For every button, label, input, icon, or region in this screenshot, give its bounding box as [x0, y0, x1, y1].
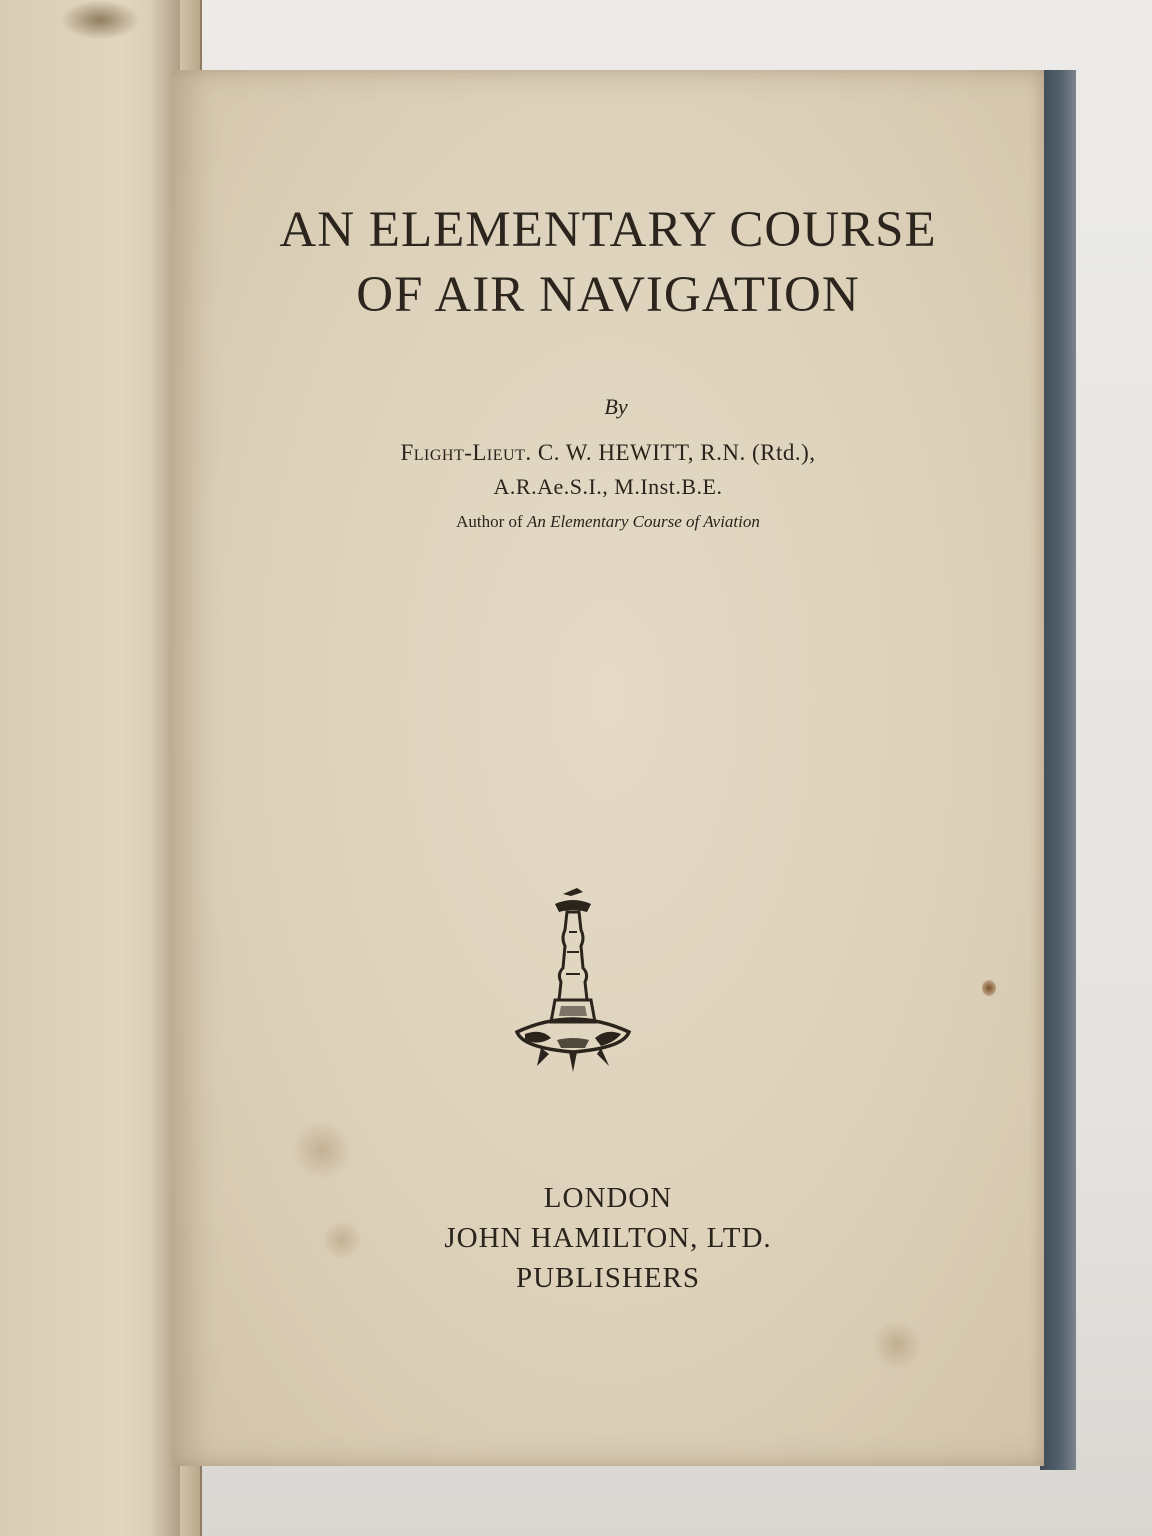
also-by-prefix: Author of — [456, 512, 523, 531]
foxing-spot — [292, 1120, 352, 1180]
also-by-title: An Elementary Course of Aviation — [526, 512, 760, 531]
title-page — [172, 70, 1044, 1466]
also-by-line — [172, 512, 1044, 532]
spine-wear — [60, 0, 140, 40]
book-title — [172, 198, 1044, 328]
foxing-spot — [872, 1320, 922, 1370]
imprint — [172, 1178, 1044, 1298]
author-line — [172, 440, 1044, 466]
imprint-role: PUBLISHERS — [515, 1262, 701, 1294]
author-qualifications: A.R.Ae.S.I., M.Inst.B.E. — [493, 474, 723, 499]
author-rank: Flight-Lieut. — [400, 440, 532, 465]
candlestick-device-icon — [511, 882, 635, 1078]
imprint-publisher: JOHN HAMILTON, LTD. — [444, 1222, 772, 1254]
title-line-1: AN ELEMENTARY COURSE — [279, 202, 937, 258]
author-name: C. W. HEWITT, R.N. (Rtd.), — [537, 440, 816, 465]
book-cover-edge — [1040, 70, 1076, 1470]
by-line: By — [604, 394, 628, 419]
title-line-2: OF AIR NAVIGATION — [356, 267, 860, 323]
paper-stain — [982, 980, 996, 996]
imprint-city: LONDON — [543, 1182, 673, 1214]
foxing-spot — [322, 1220, 362, 1260]
